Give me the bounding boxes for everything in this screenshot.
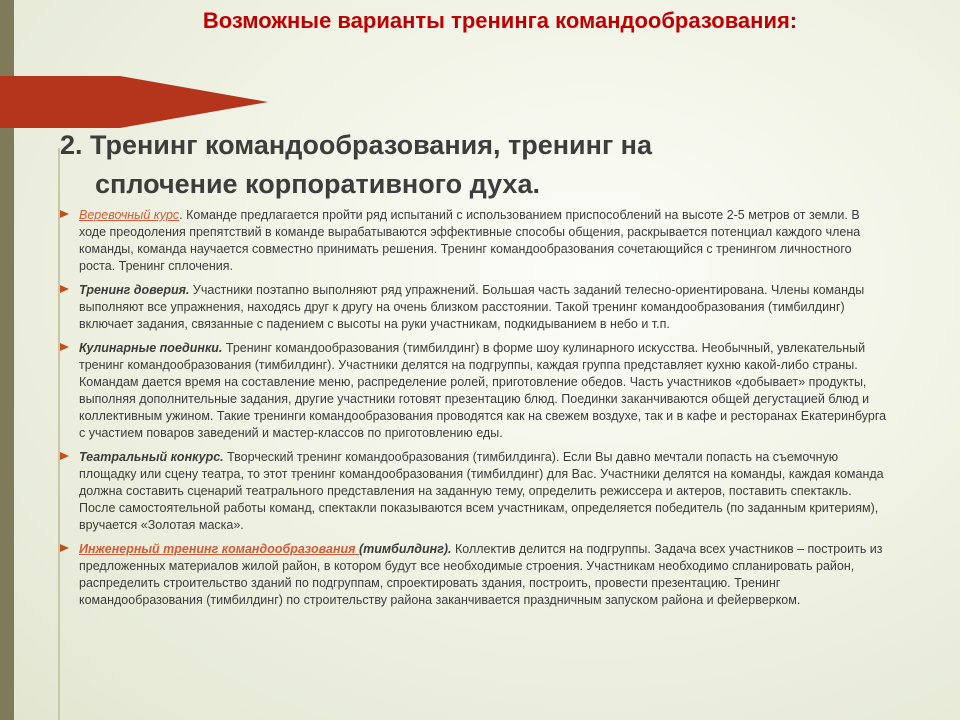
bullet-arrow-icon bbox=[60, 452, 69, 460]
rope-course-link[interactable]: Веревочный курс bbox=[79, 208, 180, 222]
bullet-arrow-icon bbox=[60, 210, 69, 218]
item-lead: Тренинг доверия. bbox=[79, 283, 190, 297]
slide-subtitle bbox=[60, 126, 820, 204]
slide-title: Возможные варианты тренинга командообразования: bbox=[202, 8, 798, 33]
accent-tab-arrow bbox=[120, 76, 268, 128]
engineering-training-link[interactable]: Инженерный тренинг командообразования bbox=[79, 542, 359, 556]
bullet-arrow-icon bbox=[60, 544, 69, 552]
item-lead: Кулинарные поединки. bbox=[79, 341, 223, 355]
item-text: . Команде предлагается пройти ряд испытаний с использованием приспособлений на высоте 2-5 метров от земли. В ходе преодоления препятствий в команде вырабатываются эффективные способы общения, раскрывается потенциал каждого члена команды, команда научается совместно принимать решения. Тренинг командообразования сочетающийся с тренингом личностного роста. Тренинг сплочения. bbox=[79, 208, 861, 273]
bullet-arrow-icon bbox=[60, 285, 69, 293]
item-lead-suffix: (тимбилдинг). bbox=[359, 542, 452, 556]
bullet-arrow-icon bbox=[60, 343, 69, 351]
list-item-trust-training bbox=[60, 282, 890, 333]
list-item-engineering-training bbox=[60, 541, 890, 609]
list-item-theatre-contest bbox=[60, 449, 890, 534]
bullet-list bbox=[60, 207, 890, 616]
list-item-rope-course bbox=[60, 207, 890, 275]
subtitle-line-1: 2. Тренинг командообразования, тренинг на bbox=[60, 130, 653, 160]
list-item-culinary-duels bbox=[60, 340, 890, 442]
item-text: Коллектив делится на подгруппы. Задача всех участников – построить из предложенных материалов жилой район, в котором будут все необходимые строения. Участникам необходимо спланировать район, распределить строительство зданий по подгруппам, спроектировать здания, построить, провести презентацию. Тренинг командообразования (тимбилдинг) по строительству района заканчивается праздничным запуском района и фейерверком. bbox=[79, 542, 883, 607]
item-text: Тренинг командообразования (тимбилдинг) в форме шоу кулинарного искусства. Необычный, увлекательный тренинг командообразования (тимбилдинг). Участники делятся на подгруппы, каждая группа представляет кухню какой-либо страны. Командам дается время на составление меню, распределение ролей, приготовление обедов. Часть участников «добывает» продукты, выполняя дополнительные задания, другие участники готовят презентацию блюд. Поединки заканчиваются общей дегустацией блюд и коллективным ужином. Такие тренинги командообразования проводятся как на свежем воздухе, так и в кафе и ресторанах Екатеринбурга с участием поваров заведений и мастер-классов по приготовлению еды. bbox=[79, 341, 887, 440]
subtitle-line-2: сплочение корпоративного духа. bbox=[95, 169, 540, 199]
item-text: Участники поэтапно выполняют ряд упражнений. Большая часть заданий телесно-ориентирована. Члены команды выполняют все упражнения, находясь друг к другу на очень близком расстоянии. Такой тренинг командообразования (тимбилдинг) включает задания, связанные с падением с высоты на руки участникам, подкидыванием в небо и т.п. bbox=[79, 283, 865, 331]
item-text: Творческий тренинг командообразования (тимбилдинга). Если Вы давно мечтали попасть на съемочную площадку или сцену театра, то этот тренинг командообразования (тимбилдинг) для Вас. Участники делятся на команды, каждая команда должна составить сценарий театрального представления на заданную тему, определить режиссера и актеров, поставить спектакль. После самостоятельной работы команд, спектакли показываются всем участникам, определяется победитель (по заданным критериям), вручается «Золотая маска». bbox=[79, 450, 884, 532]
item-lead: Театральный конкурс. bbox=[79, 450, 224, 464]
accent-tab bbox=[0, 76, 120, 128]
